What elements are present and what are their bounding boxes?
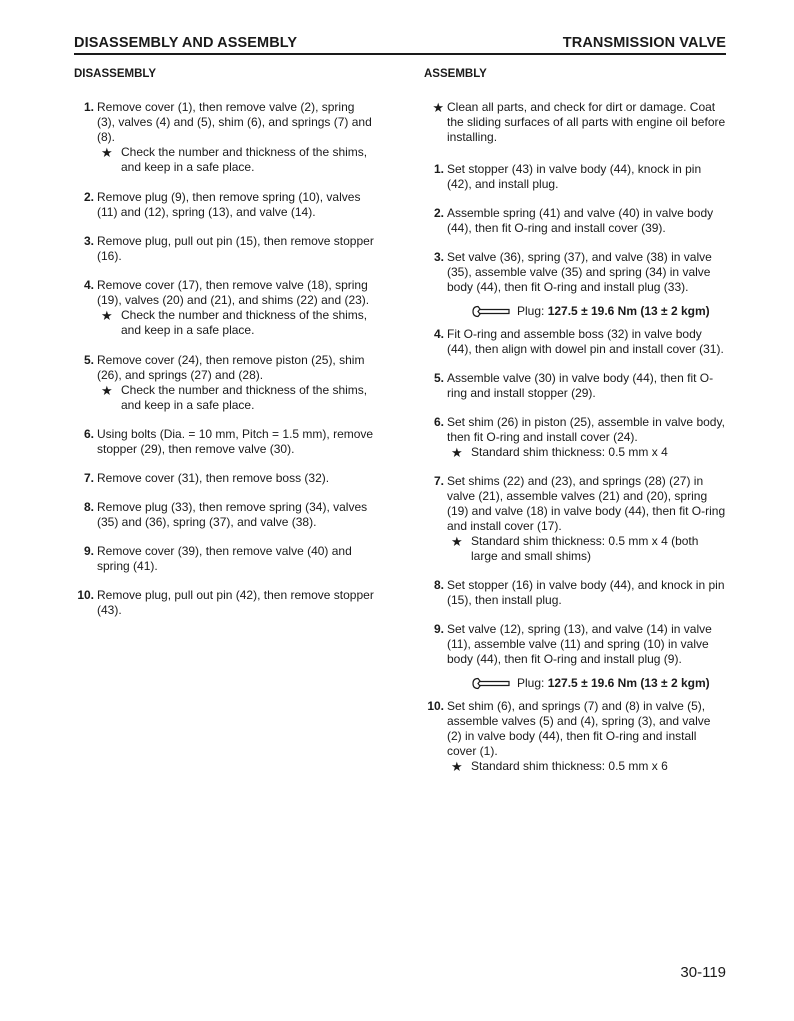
step-number: 10. — [427, 699, 444, 713]
star-icon: ★ — [101, 145, 113, 160]
assembly-column — [424, 68, 728, 788]
step-number: 6. — [83, 427, 94, 441]
step-number: 10. — [77, 588, 94, 602]
step-note-text: Check the number and thickness of the shims, and keep in a safe place. — [121, 383, 368, 412]
step-item — [424, 578, 728, 608]
step-note-text: Check the number and thickness of the shims, and keep in a safe place. — [121, 145, 368, 174]
step-number: 7. — [83, 471, 94, 485]
step-number: 5. — [433, 371, 444, 385]
step-note — [97, 145, 374, 175]
step-number: 3. — [83, 234, 94, 248]
step-number: 4. — [83, 278, 94, 292]
step-item — [424, 327, 728, 357]
step-item — [74, 190, 374, 220]
step-text: Remove plug, pull out pin (42), then remove stopper (43). — [97, 588, 374, 617]
step-item — [424, 474, 728, 564]
step-item — [74, 427, 374, 457]
star-icon: ★ — [451, 759, 463, 774]
step-text: Remove plug (33), then remove spring (34), valves (35) and (36), spring (37), and valve (38). — [97, 500, 368, 529]
step-text: Remove cover (39), then remove valve (40) and spring (41). — [97, 544, 352, 573]
step-text: Set stopper (16) in valve body (44), and knock in pin (15), then install plug. — [447, 578, 725, 607]
step-number: 5. — [83, 353, 94, 367]
torque-value: 127.5 ± 19.6 Nm (13 ± 2 kgm) — [547, 304, 710, 318]
step-item — [424, 206, 728, 236]
step-text: Remove cover (31), then remove boss (32). — [97, 471, 330, 485]
torque-wrench-icon — [472, 677, 510, 690]
step-note-text: Standard shim thickness: 0.5 mm x 4 (both large and small shims) — [471, 534, 699, 563]
step-item — [424, 415, 728, 460]
step-item — [74, 588, 374, 618]
step-note — [447, 534, 728, 564]
page-header — [74, 34, 726, 55]
step-number: 1. — [83, 100, 94, 114]
assembly-intro — [424, 100, 728, 145]
step-item — [74, 471, 374, 486]
step-note-text: Standard shim thickness: 0.5 mm x 6 — [471, 759, 668, 773]
step-number: 9. — [433, 622, 444, 636]
disassembly-column — [74, 68, 374, 632]
torque-spec — [447, 675, 728, 691]
step-item — [74, 100, 374, 175]
assembly-intro-text: Clean all parts, and check for dirt or damage. Coat the sliding surfaces of all parts with engine oil before installing. — [447, 100, 726, 144]
step-note-text: Check the number and thickness of the shims, and keep in a safe place. — [121, 308, 368, 337]
step-text: Set shim (26) in piston (25), assemble in valve body, then fit O-ring and install cover (24). — [447, 415, 725, 444]
step-number: 7. — [433, 474, 444, 488]
step-number: 4. — [433, 327, 444, 341]
page-number: 30-119 — [680, 964, 726, 981]
step-text: Set shims (22) and (23), and springs (28) (27) in valve (21), assemble valves (21) and (20), spring (19) and valve (18) in valve body (44), then fit O-ring and install cover (17). — [447, 474, 726, 533]
torque-spec — [447, 303, 728, 319]
step-item — [74, 278, 374, 338]
step-note — [447, 759, 728, 774]
step-text: Fit O-ring and assemble boss (32) in valve body (44), then align with dowel pin and install cover (31). — [447, 327, 724, 356]
step-item — [424, 162, 728, 192]
step-note — [97, 308, 374, 338]
step-item — [424, 371, 728, 401]
step-text: Set shim (6), and springs (7) and (8) in valve (5), assemble valves (5) and (4), spring (3), and valve (2) in valve body (44), then fit O-ring and install cover (1). — [447, 699, 711, 758]
step-item — [424, 699, 728, 774]
component-title: TRANSMISSION VALVE — [562, 35, 726, 51]
torque-wrench-icon — [472, 305, 510, 318]
assembly-heading: ASSEMBLY — [424, 68, 487, 80]
step-item — [74, 544, 374, 574]
step-item — [424, 250, 728, 319]
step-text: Using bolts (Dia. = 10 mm, Pitch = 1.5 mm), remove stopper (29), then remove valve (30). — [97, 427, 374, 456]
torque-value: 127.5 ± 19.6 Nm (13 ± 2 kgm) — [547, 676, 710, 690]
step-text: Remove plug (9), then remove spring (10), valves (11) and (12), spring (13), and valve (14). — [97, 190, 361, 219]
disassembly-heading: DISASSEMBLY — [74, 68, 157, 80]
step-text: Assemble spring (41) and valve (40) in valve body (44), then fit O-ring and install cover (39). — [447, 206, 714, 235]
step-number: 2. — [83, 190, 94, 204]
step-number: 3. — [433, 250, 444, 264]
step-number: 8. — [83, 500, 94, 514]
step-text: Assemble valve (30) in valve body (44), then fit O-ring and install stopper (29). — [447, 371, 714, 400]
step-note-text: Standard shim thickness: 0.5 mm x 4 — [471, 445, 668, 459]
torque-label: Plug: — [517, 304, 545, 318]
step-number: 1. — [433, 162, 444, 176]
step-text: Remove cover (1), then remove valve (2), spring (3), valves (4) and (5), shim (6), and springs (7) and (8). — [97, 100, 372, 144]
step-number: 2. — [433, 206, 444, 220]
step-item — [74, 500, 374, 530]
step-note — [447, 445, 728, 460]
star-icon: ★ — [451, 534, 463, 549]
step-number: 8. — [433, 578, 444, 592]
star-icon: ★ — [101, 308, 113, 323]
step-text: Remove cover (17), then remove valve (18), spring (19), valves (20) and (21), and shims (22) and (23). — [97, 278, 370, 307]
step-item — [74, 353, 374, 413]
star-icon: ★ — [451, 445, 463, 460]
step-number: 6. — [433, 415, 444, 429]
step-item — [74, 234, 374, 264]
step-item — [424, 622, 728, 691]
step-text: Set stopper (43) in valve body (44), knock in pin (42), and install plug. — [447, 162, 702, 191]
assembly-steps — [424, 162, 728, 774]
step-text: Set valve (12), spring (13), and valve (14) in valve (11), assemble valve (11) and spring (10) in valve body (44), then fit O-ring and install plug (9). — [447, 622, 712, 666]
star-icon: ★ — [432, 100, 444, 115]
step-text: Remove plug, pull out pin (15), then remove stopper (16). — [97, 234, 374, 263]
disassembly-steps — [74, 100, 374, 618]
step-note — [97, 383, 374, 413]
section-title: DISASSEMBLY AND ASSEMBLY — [74, 35, 298, 51]
step-text: Set valve (36), spring (37), and valve (38) in valve (35), assemble valve (35) and spring (34) in valve body (44), then fit O-ring and install plug (33). — [447, 250, 712, 294]
star-icon: ★ — [101, 383, 113, 398]
step-number: 9. — [83, 544, 94, 558]
torque-label: Plug: — [517, 676, 545, 690]
step-text: Remove cover (24), then remove piston (25), shim (26), and springs (27) and (28). — [97, 353, 365, 382]
